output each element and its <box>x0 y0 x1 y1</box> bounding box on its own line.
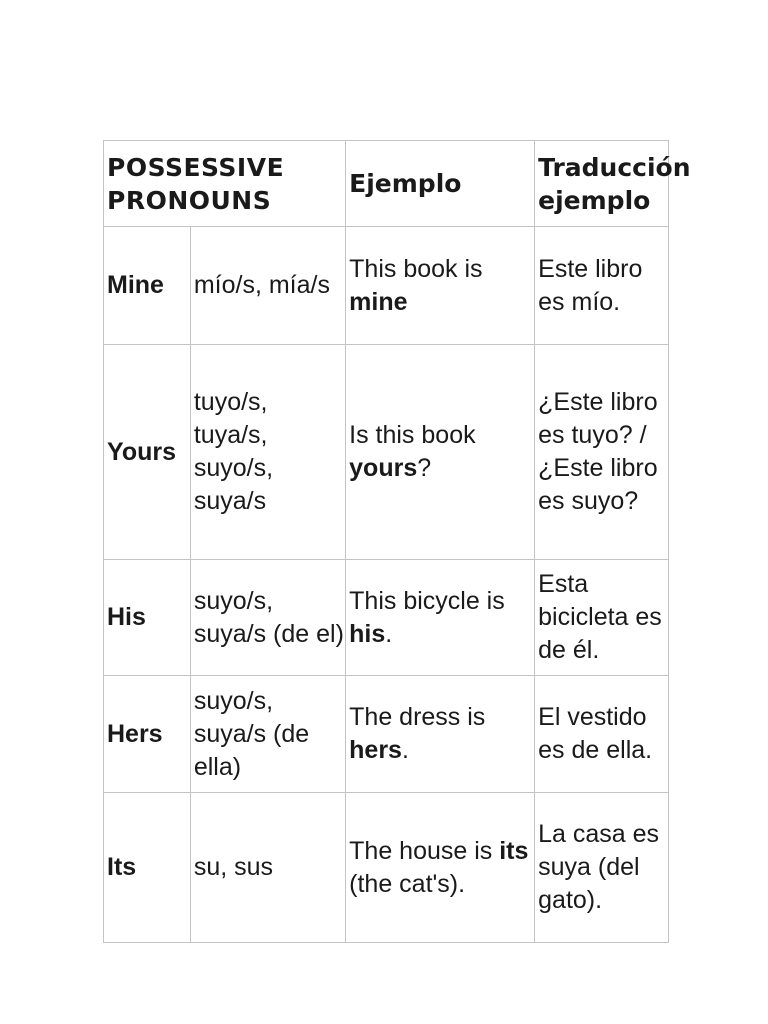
example-text: The house is <box>349 836 500 865</box>
example-bold: its <box>499 836 529 865</box>
example-text: Is this book <box>349 421 476 449</box>
translation-cell: Este libro es mío. <box>535 227 669 345</box>
pronoun-cell: His <box>104 560 191 676</box>
example-text: This bicycle is <box>349 586 505 615</box>
table-row <box>104 793 669 943</box>
spanish-cell: suyo/s, suya/s (de el) <box>190 560 345 676</box>
translation-cell: El vestido es de ella. <box>535 676 669 793</box>
table-row <box>104 345 669 560</box>
spanish-cell: tuyo/s, tuya/s, suyo/s, suya/s <box>190 345 345 560</box>
header-title: POSSESSIVE PRONOUNS <box>104 141 346 227</box>
example-bold: hers <box>349 736 402 764</box>
example-suffix: . <box>385 619 393 648</box>
pronoun-cell: Mine <box>104 227 191 345</box>
example-text: This book is <box>349 254 483 283</box>
possessive-pronouns-table <box>103 140 691 943</box>
example-cell <box>346 676 535 793</box>
example-bold: mine <box>349 287 408 316</box>
example-suffix: ? <box>417 454 432 482</box>
spanish-cell: su, sus <box>190 793 345 943</box>
pronoun-cell: Its <box>104 793 191 943</box>
translation-cell: Esta bicicleta es de él. <box>535 560 669 676</box>
header-translation: Traducción ejemplo <box>535 141 669 227</box>
example-bold: yours <box>349 454 418 482</box>
table-header-row <box>104 141 669 227</box>
translation-cell: ¿Este libro es tuyo? / ¿Este libro es suyo? <box>535 345 669 560</box>
example-bold: his <box>349 619 386 648</box>
example-cell <box>346 560 535 676</box>
spanish-cell: mío/s, mía/s <box>190 227 345 345</box>
example-cell <box>346 345 535 560</box>
example-suffix: (the cat's). <box>349 869 466 898</box>
table-row <box>104 676 669 793</box>
pronoun-cell: Yours <box>104 345 191 560</box>
translation-cell: La casa es suya (del gato). <box>535 793 669 943</box>
pronoun-cell: Hers <box>104 676 191 793</box>
table-row <box>104 227 669 345</box>
header-example: Ejemplo <box>346 141 535 227</box>
example-text: The dress is <box>349 703 486 731</box>
example-cell <box>346 227 535 345</box>
table-row <box>104 560 669 676</box>
spanish-cell: suyo/s, suya/s (de ella) <box>190 676 345 793</box>
example-cell <box>346 793 535 943</box>
example-suffix: . <box>401 736 409 764</box>
